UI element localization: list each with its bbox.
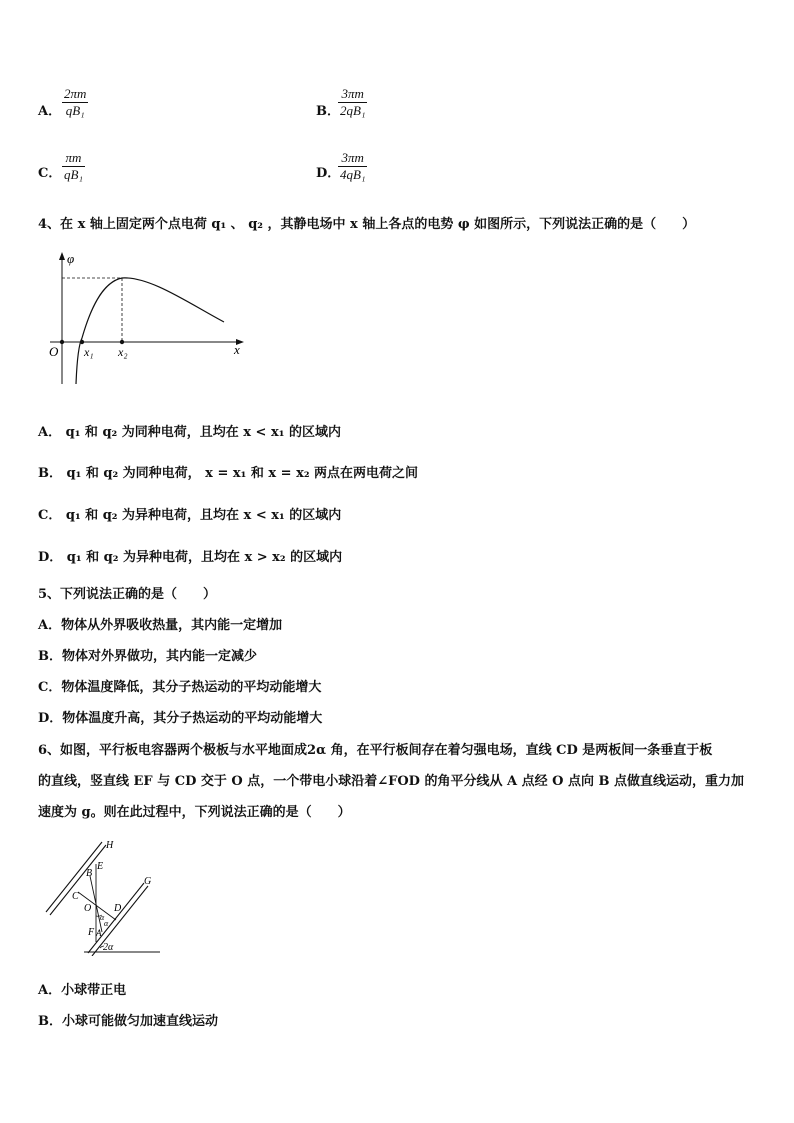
potential-graph	[40, 248, 260, 388]
capacitor-diagram	[40, 836, 170, 956]
q5-option-d: D．物体温度升高，其分子热运动的平均动能增大	[38, 711, 323, 726]
q5-option-a: A．物体从外界吸收热量，其内能一定增加	[38, 618, 283, 633]
label-c: C	[72, 891, 79, 902]
q3-option-d-numerator: 3πm	[338, 150, 367, 167]
label-g: G	[144, 876, 152, 887]
q3-option-c-label: C．	[38, 166, 62, 181]
graph-x1-label: x₁	[84, 345, 94, 359]
label-alpha-2: α	[104, 919, 109, 928]
potential-curve	[76, 278, 224, 384]
q4-option-a: A． q₁ 和 q₂ 为同种电荷，且均在 x < x₁ 的区域内	[38, 425, 341, 440]
q5-stem: 5、下列说法正确的是（ ）	[38, 587, 217, 602]
q3-option-a-fraction	[62, 86, 88, 119]
x1-point	[80, 340, 84, 344]
q4-option-b: B． q₁ 和 q₂ 为同种电荷， x = x₁ 和 x = x₂ 两点在两电荷之间	[38, 466, 419, 481]
q6-stem-line-3: 速度为 g。则在此过程中，下列说法正确的是（ ）	[38, 805, 351, 820]
q4-option-c: C． q₁ 和 q₂ 为异种电荷，且均在 x < x₁ 的区域内	[38, 508, 342, 523]
label-alpha-1: α	[100, 913, 105, 922]
q4-stem: 4、在 x 轴上固定两个点电荷 q₁ 、 q₂ ，其静电场中 x 轴上各点的电势 φ 如图所示，下列说法正确的是（ ）	[38, 217, 696, 232]
graph-ylabel: φ	[67, 251, 75, 266]
label-o: O	[84, 903, 92, 914]
q3-option-a-numerator: 2πm	[64, 86, 87, 101]
graph-origin-label: O	[49, 344, 59, 359]
q3-option-c-fraction	[62, 150, 85, 183]
label-2alpha: 2α	[103, 942, 114, 953]
graph-x2-label: x₂	[118, 345, 128, 359]
q5-option-c: C．物体温度降低，其分子热运动的平均动能增大	[38, 680, 322, 695]
origin-point	[60, 340, 64, 344]
q3-option-c-numerator: πm	[62, 150, 85, 167]
q3-option-b-numerator: 3πm	[338, 86, 367, 103]
q6-option-a: A．小球带正电	[38, 983, 127, 998]
q3-option-d-fraction	[338, 150, 367, 183]
q5-option-b: B．物体对外界做功，其内能一定减少	[38, 649, 257, 664]
label-b: B	[86, 868, 93, 879]
q3-option-c-denominator: qB₁	[64, 167, 83, 182]
q6-stem-line-1: 6、如图，平行板电容器两个极板与水平地面成2α 角，在平行板间存在着匀强电场，直线 CD 是两板间一条垂直于板	[38, 743, 713, 758]
q4-option-d: D． q₁ 和 q₂ 为异种电荷，且均在 x > x₂ 的区域内	[38, 550, 343, 565]
label-e: E	[97, 861, 104, 872]
upper-plate-line-2	[50, 845, 106, 915]
q3-option-b-denominator: 2qB₁	[340, 103, 366, 118]
q3-option-a-denominator: qB₁	[65, 103, 85, 118]
q3-option-b-label: B．	[316, 104, 340, 119]
q3-option-d-denominator: 4qB₁	[340, 167, 366, 182]
label-f: F	[88, 927, 95, 938]
graph-xlabel: x	[234, 342, 240, 357]
label-h: H	[106, 840, 114, 851]
q6-stem-line-2: 的直线，竖直线 EF 与 CD 交于 O 点，一个带电小球沿着∠FOD 的角平分线从 A 点经 O 点向 B 点做直线运动，重力加	[38, 774, 745, 789]
q3-option-a-label: A．	[38, 104, 62, 119]
y-axis-arrow	[59, 252, 65, 260]
label-d: D	[114, 903, 122, 914]
label-a: A	[96, 928, 102, 938]
q6-option-b: B．小球可能做匀加速直线运动	[38, 1014, 218, 1029]
q3-option-b-fraction	[338, 86, 367, 119]
q3-option-d-label: D．	[316, 166, 341, 181]
x2-point	[120, 340, 124, 344]
